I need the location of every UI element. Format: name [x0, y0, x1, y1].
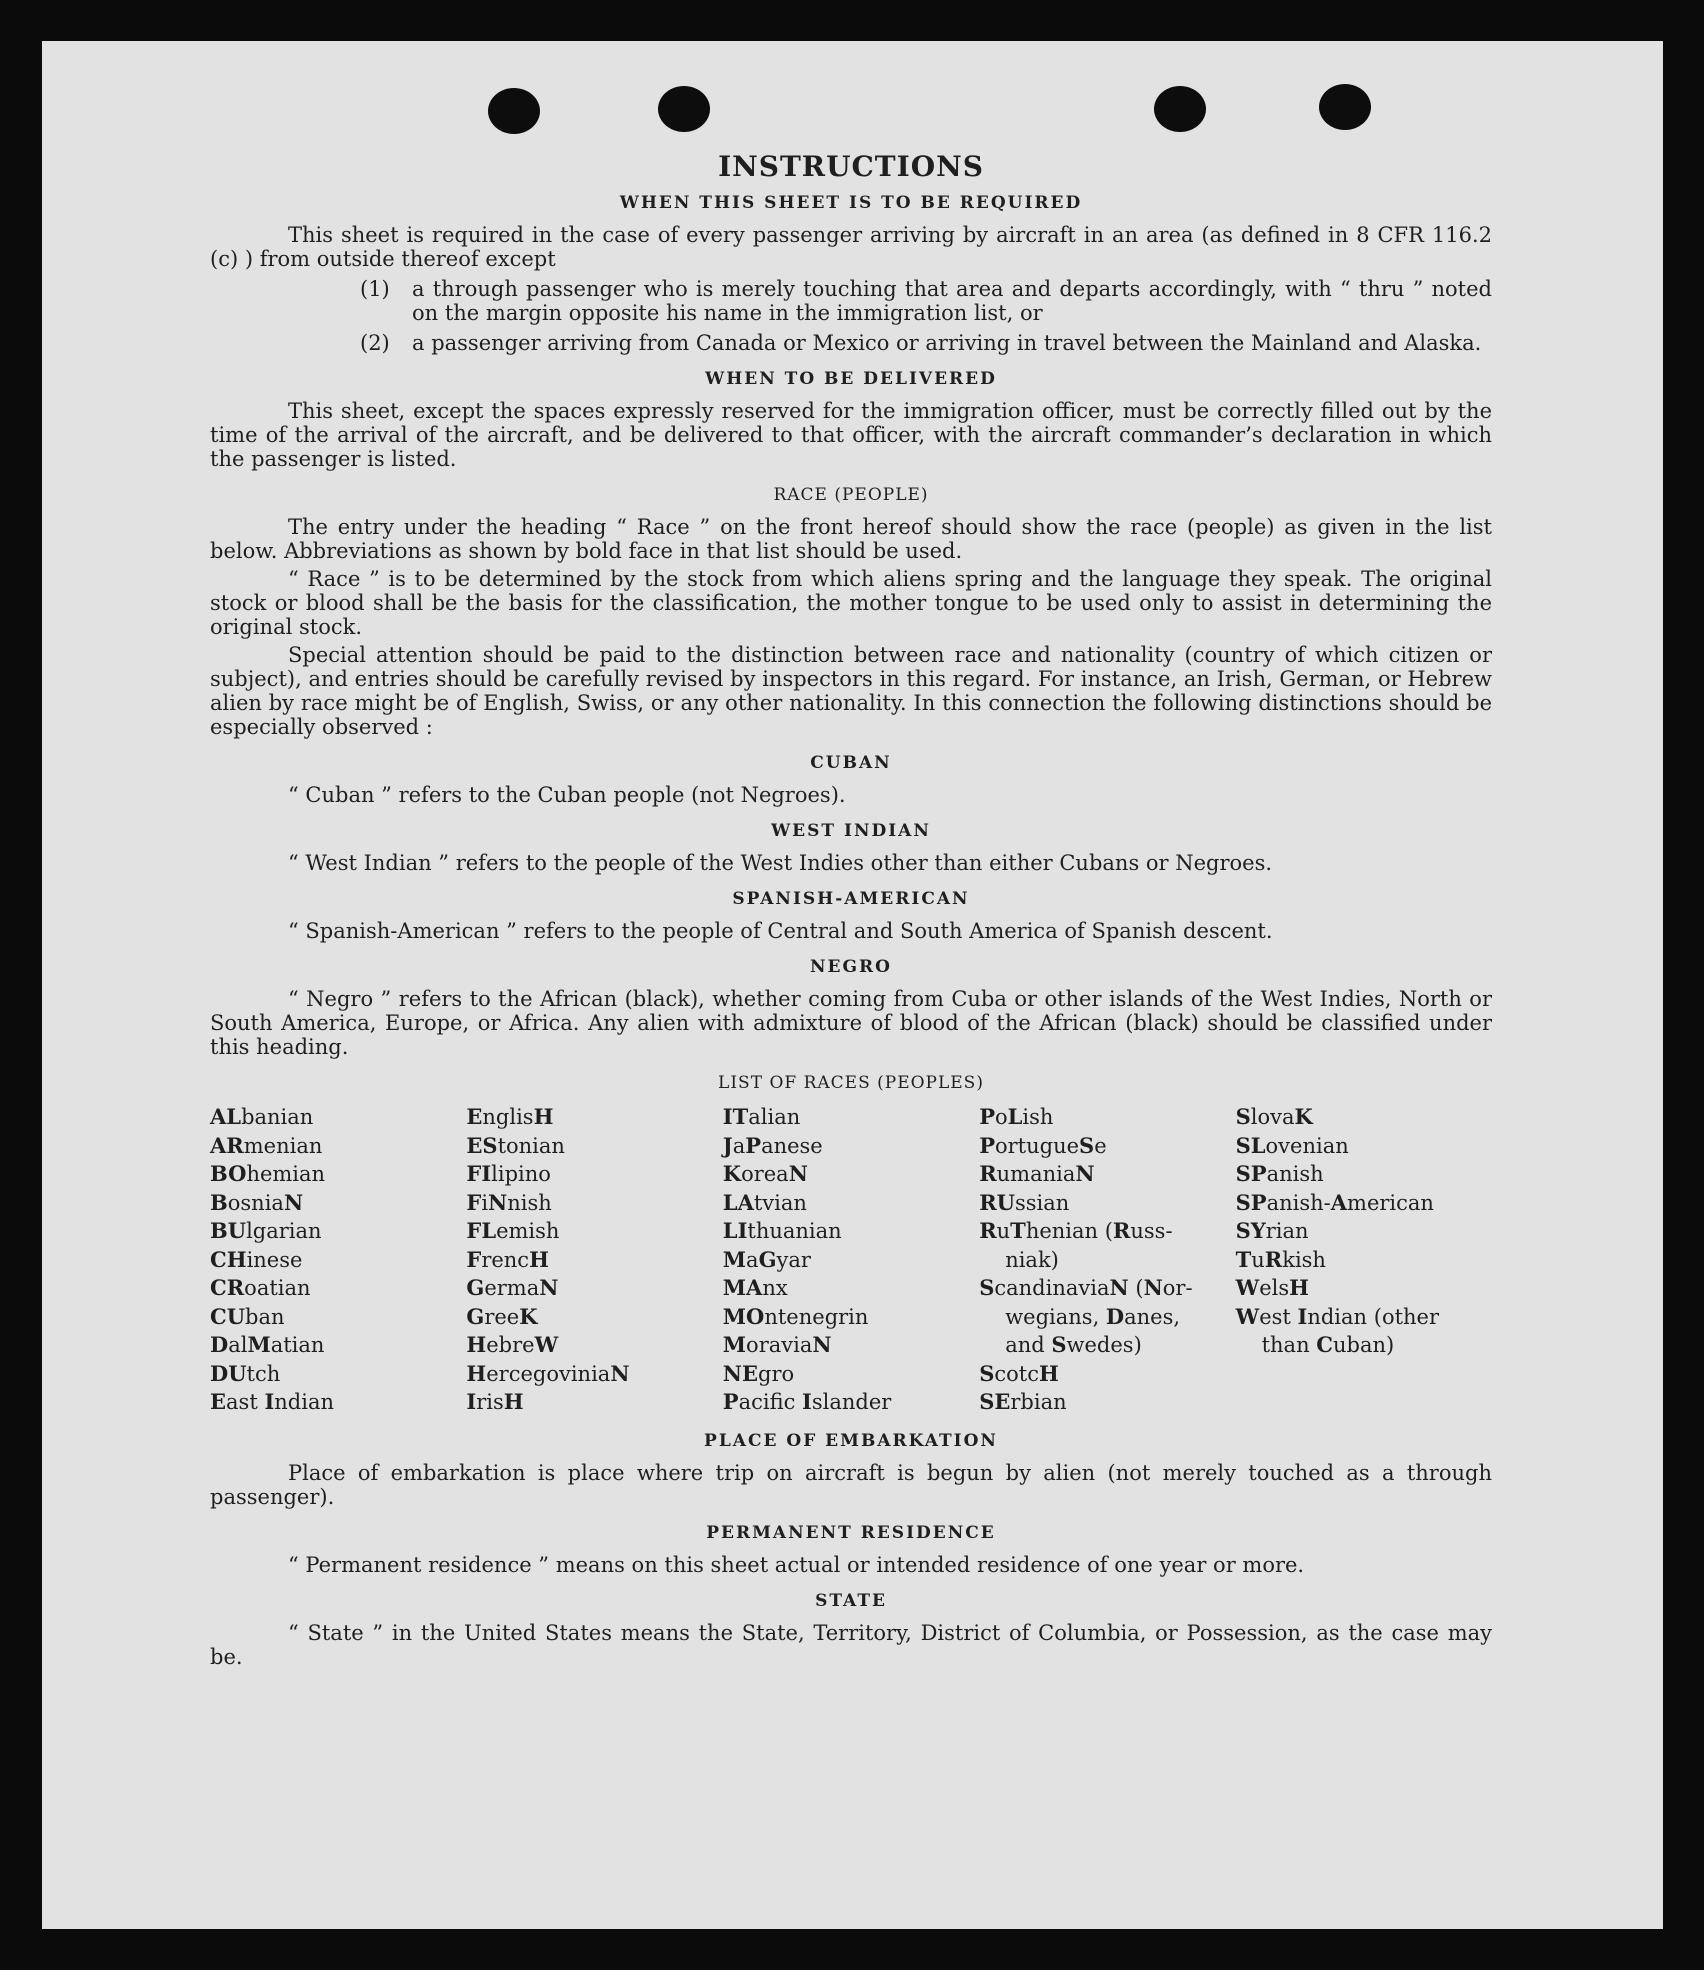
race-entry: DUtch — [210, 1360, 281, 1386]
race-entry: MOntenegrin — [722, 1303, 869, 1329]
section-heading-race: RACE (PEOPLE) — [773, 485, 929, 505]
race-entry-continuation: wegians, Danes, — [1005, 1303, 1181, 1329]
races-column — [723, 1103, 979, 1417]
races-column — [466, 1103, 722, 1417]
page-title: INSTRUCTIONS — [718, 150, 984, 183]
races-column — [210, 1103, 466, 1417]
race-entry: East Indian — [210, 1389, 334, 1414]
punch-hole — [1319, 84, 1371, 130]
race-entry: GreeK — [466, 1303, 538, 1329]
race-entry: WelsH — [1235, 1275, 1309, 1300]
race-entry-continuation: niak) — [1005, 1247, 1059, 1272]
race-paragraph-1: The entry under the heading “ Race ” on the front hereof should show the race (people) as given in the list below. Abbreviations as shown by bold face in that list should be used. — [210, 515, 1492, 563]
race-entry: SErbian — [979, 1389, 1067, 1414]
instructions-content — [210, 150, 1492, 1673]
race-entry: CRoatian — [210, 1275, 311, 1300]
race-entry: ScandinaviaN (Nor- — [979, 1275, 1193, 1300]
punch-hole — [658, 86, 710, 132]
cuban-text: “ Cuban ” refers to the Cuban people (not Negroes). — [288, 783, 846, 807]
section-heading-spanish-american: SPANISH-AMERICAN — [732, 889, 970, 909]
residence-text: “ Permanent residence ” means on this sheet actual or intended residence of one year or more. — [288, 1552, 1305, 1577]
race-entry: BUlgarian — [210, 1218, 322, 1243]
race-entry: CHinese — [210, 1246, 303, 1272]
race-entry: KoreaN — [722, 1161, 808, 1186]
race-entry: West Indian (other — [1235, 1303, 1440, 1329]
race-entry: HebreW — [466, 1332, 559, 1357]
race-entry-continuation: than Cuban) — [1261, 1332, 1395, 1357]
race-entry: LAtvian — [722, 1189, 807, 1215]
races-list — [210, 1103, 1492, 1417]
race-entry: Pacific Islander — [722, 1389, 892, 1414]
race-entry: RuThenian (Russ- — [979, 1218, 1173, 1243]
delivered-paragraph: This sheet, except the spaces expressly reserved for the immigration officer, must be correctly filled out by the time of the arrival of the aircraft, and be delivered to that officer, with the aircraft commander’s declaration in which the passenger is listed. — [210, 399, 1492, 471]
race-entry: GermaN — [466, 1275, 559, 1300]
race-entry: MoraviaN — [722, 1332, 832, 1357]
race-entry: SlovaK — [1235, 1104, 1313, 1129]
section-heading-negro: NEGRO — [810, 957, 892, 977]
section-heading-embarkation: PLACE OF EMBARKATION — [704, 1430, 998, 1451]
race-entry: ALbanian — [210, 1104, 314, 1129]
race-entry: BosniaN — [210, 1189, 304, 1215]
race-entry-continuation: and Swedes) — [1005, 1332, 1142, 1357]
section-heading-cuban: CUBAN — [810, 753, 892, 773]
races-column — [1236, 1103, 1492, 1417]
race-entry: SPanish-American — [1235, 1189, 1434, 1215]
race-entry: SLovenian — [1235, 1132, 1349, 1158]
race-entry: FLemish — [466, 1218, 560, 1243]
race-entry: FrencH — [466, 1246, 549, 1272]
race-entry: MaGyar — [722, 1246, 811, 1272]
race-entry: ITalian — [722, 1104, 801, 1129]
race-entry: DalMatian — [210, 1332, 325, 1357]
race-entry: PoLish — [979, 1104, 1054, 1129]
race-entry: PortugueSe — [979, 1132, 1107, 1158]
negro-text: “ Negro ” refers to the African (black), whether coming from Cuba or other islands of the West Indies, North or South America, Europe, or Africa. Any alien with admixture of blood of the African (black) should be classified under this heading. — [210, 987, 1492, 1059]
race-entry: SYrian — [1235, 1218, 1309, 1243]
race-entry: JaPanese — [722, 1132, 823, 1158]
race-entry: CUban — [210, 1303, 285, 1329]
section-heading-required: WHEN THIS SHEET IS TO BE REQUIRED — [619, 193, 1083, 213]
race-entry: MAnx — [722, 1275, 788, 1300]
race-entry: EnglisH — [466, 1104, 554, 1129]
race-entry: NEgro — [722, 1360, 795, 1386]
race-entry: TuRkish — [1235, 1246, 1326, 1272]
race-entry: SPanish — [1235, 1161, 1324, 1186]
race-entry: IrisH — [466, 1389, 524, 1414]
section-heading-races-list: LIST OF RACES (PEOPLES) — [718, 1073, 984, 1093]
race-paragraph-2: “ Race ” is to be determined by the stock from which aliens spring and the language they speak. The original stock or blood shall be the basis for the classification, the mother tongue to be used only to assist in determining the original stock. — [210, 567, 1492, 639]
exception-item: (1) a through passenger who is merely touching that area and departs accordingly, with “ thru ” noted on the margin opposite his name in the immigration list, or — [360, 277, 1492, 325]
race-entry: FIlipino — [466, 1161, 551, 1186]
spanish-american-text: “ Spanish-American ” refers to the people of Central and South America of Spanish descent. — [288, 919, 1273, 943]
race-entry: ScotcH — [979, 1360, 1059, 1386]
race-entry: HercegoviniaN — [466, 1360, 630, 1386]
race-entry: LIthuanian — [722, 1218, 842, 1243]
race-entry: BOhemian — [210, 1161, 326, 1186]
race-entry: FiNnish — [466, 1189, 552, 1215]
exception-item: (2) a passenger arriving from Canada or Mexico or arriving in travel between the Mainland and Alaska. — [360, 331, 1482, 355]
required-paragraph: This sheet is required in the case of every passenger arriving by aircraft in an area (as defined in 8 CFR 116.2 (c) ) from outside thereof except — [210, 223, 1492, 271]
embarkation-text: Place of embarkation is place where trip on aircraft is begun by alien (not merely touched as a through passenger). — [210, 1460, 1492, 1509]
race-entry: RUssian — [979, 1189, 1070, 1215]
section-heading-delivered: WHEN TO BE DELIVERED — [705, 369, 997, 389]
race-paragraph-3: Special attention should be paid to the distinction between race and nationality (country of which citizen or subject), and entries should be carefully revised by inspectors in this regard. For instance, an Irish, German, or Hebrew alien by race might be of English, Swiss, or any other nationality. In this connection the following distinctions should be especially observed : — [210, 643, 1492, 739]
punch-hole — [488, 88, 540, 134]
section-heading-west-indian: WEST INDIAN — [771, 821, 931, 841]
west-indian-text: “ West Indian ” refers to the people of the West Indies other than either Cubans or Negroes. — [288, 851, 1273, 875]
section-heading-residence: PERMANENT RESIDENCE — [706, 1522, 996, 1543]
race-entry: RumaniaN — [979, 1161, 1095, 1186]
punch-hole — [1154, 86, 1206, 132]
race-entry: ARmenian — [210, 1132, 323, 1158]
race-entry: EStonian — [466, 1132, 565, 1158]
races-column — [979, 1103, 1235, 1417]
state-text: “ State ” in the United States means the State, Territory, District of Columbia, or Possession, as the case may be. — [210, 1620, 1492, 1669]
section-heading-state: STATE — [815, 1590, 887, 1611]
